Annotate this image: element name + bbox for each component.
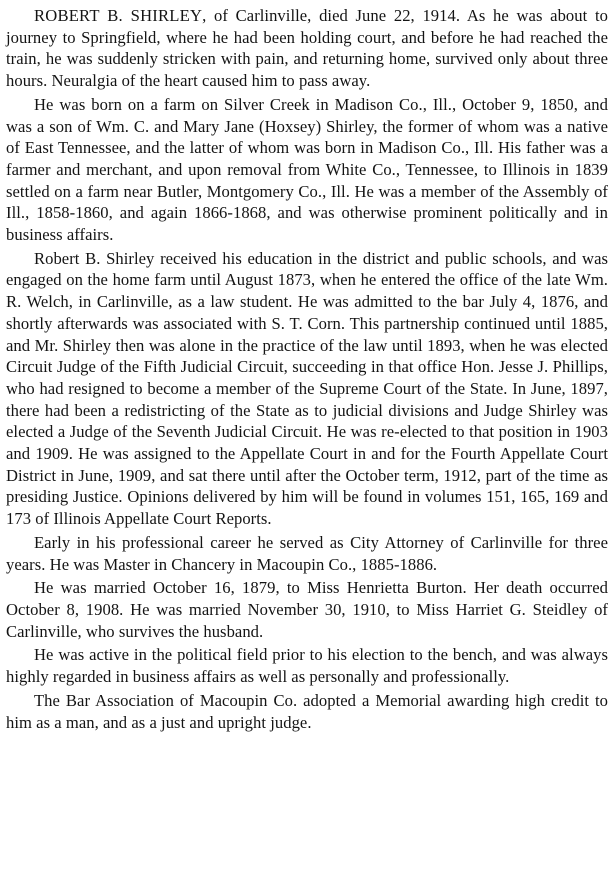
paragraph-political: He was active in the political field prior to his election to the bench, and was always highly regarded in business affairs as well as personally and professionally. (6, 645, 608, 687)
paragraph-memorial: The Bar Association of Macoupin Co. adopted a Memorial awarding high credit to him as a man, and as a just and upright judge. (6, 690, 608, 732)
paragraph-birth-family: He was born on a farm on Silver Creek in Madison Co., Ill., October 9, 1850, and was a son of Wm. C. and Mary Jane (Hoxsey) Shirley, the former of whom was a native of East Tennessee, and the latter of whom was born in Madison Co., Ill. His father was a farmer and merchant, and upon removal from White Co., Tennessee, to Illinois in 1839 settled on a farm near Butler, Montgomery Co., Ill. He was a member of the Assembly of Ill., 1858-1860, and again 1866-1868, and was otherwise prominent politically and in business affairs. (6, 94, 608, 245)
paragraph-text: , of Carlinville, died June 22, 1914. As he was about to journey to Springfield, where he had been holding court, and before he had reached the train, he was suddenly stricken with pain, and returning home, survived only about three hours. Neuralgia of the heart caused him to pass away. (6, 6, 608, 91)
subject-name: ROBERT B. SHIRLEY (34, 6, 203, 25)
paragraph-death-notice (6, 5, 608, 92)
paragraph-education-career: Robert B. Shirley received his education in the district and public schools, and was engaged on the home farm until August 1873, when he entered the office of the late Wm. R. Welch, in Carlinville, as a law student. He was admitted to the bar July 4, 1876, and shortly afterwards was associated with S. T. Corn. This partnership continued until 1885, and Mr. Shirley then was alone in the practice of the law until 1893, when he was elected Circuit Judge of the Fifth Judicial Circuit, succeeding in that office Hon. Jesse J. Phillips, who had resigned to become a member of the Supreme Court of the State. In June, 1897, there had been a redistricting of the State as to judicial divisions and Judge Shirley was elected a Judge of the Seventh Judicial Circuit. He was re-elected to that position in 1903 and 1909. He was assigned to the Appellate Court in and for the Fourth Appellate Court District in June, 1909, and sat there until after the October term, 1912, part of the time as presiding Justice. Opinions delivered by him will be found in volumes 151, 165, 169 and 173 of Illinois Appellate Court Reports. (6, 248, 608, 529)
paragraph-marriage: He was married October 16, 1879, to Miss Henrietta Burton. Her death occurred October 8, 1908. He was married November 30, 1910, to Miss Harriet G. Steidley of Carlinville, who survives the husband. (6, 578, 608, 641)
paragraph-city-attorney: Early in his professional career he served as City Attorney of Carlinville for three years. He was Master in Chancery in Macoupin Co., 1885-1886. (6, 532, 608, 574)
